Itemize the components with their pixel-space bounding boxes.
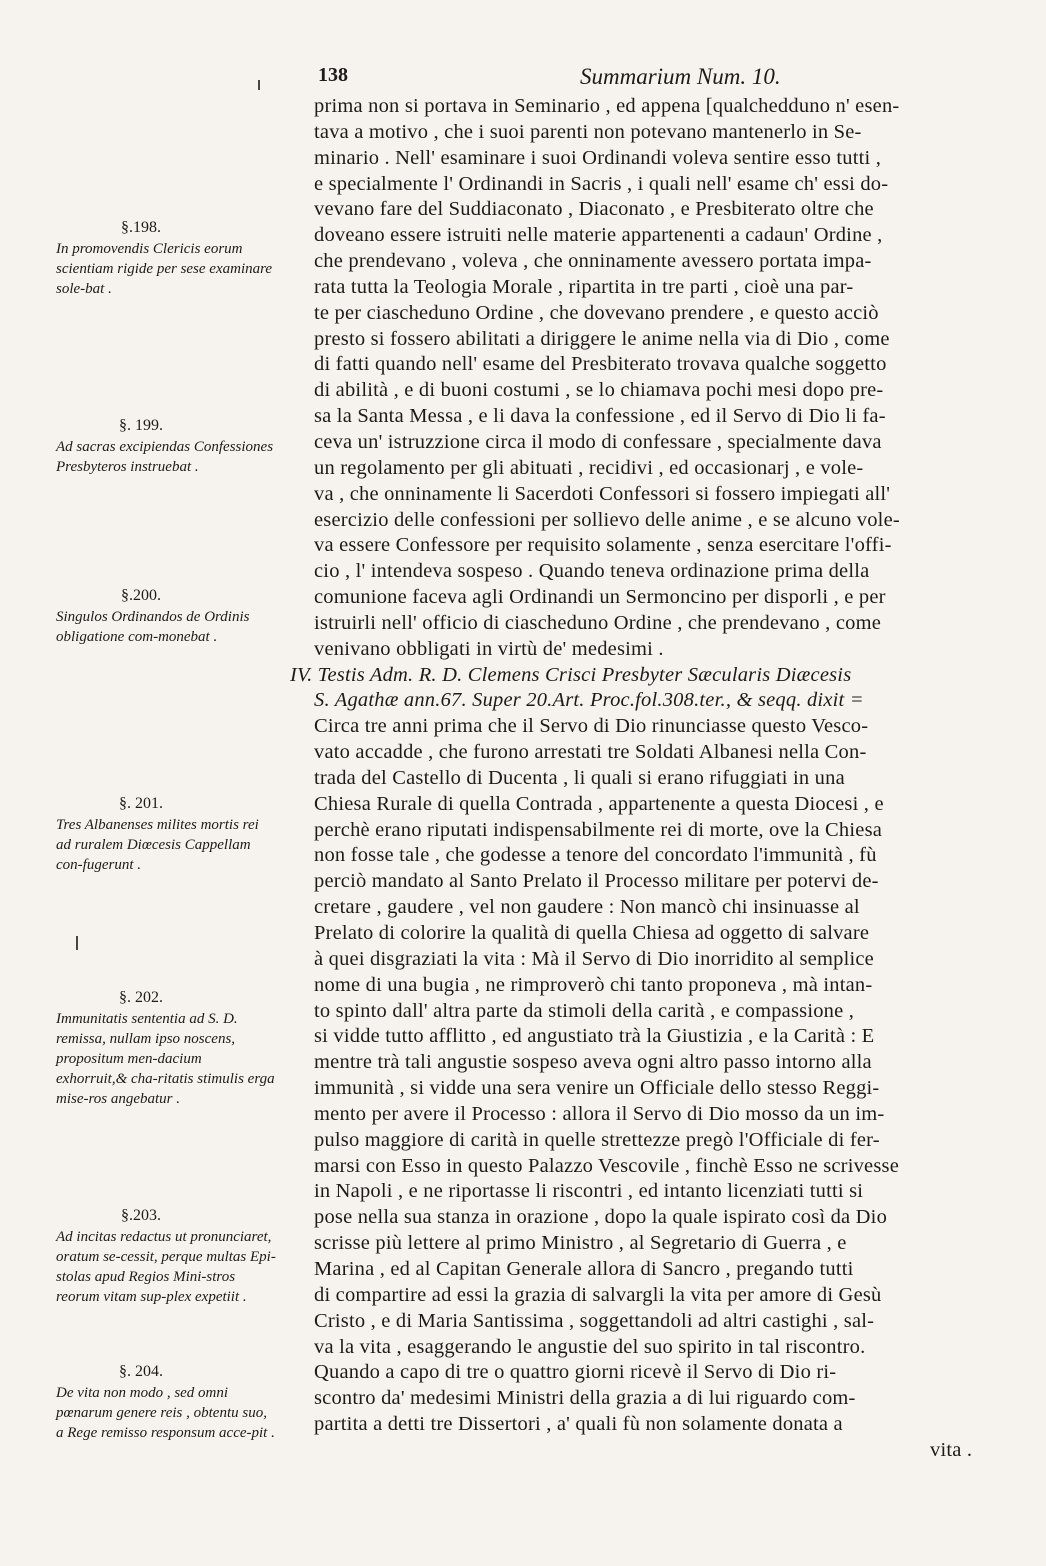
text-line: comunione faceva agli Ordinandi un Sermoncino per disporli , e per (314, 586, 886, 609)
text-line: in Napoli , e ne riportasse li riscontri , ed intanto licenziati tutti si (314, 1180, 864, 1203)
text-line: Circa tre anni prima che il Servo di Dio rinunciasse questo Vesco- (314, 715, 869, 738)
text-line: pose nella sua stanza in orazione , dopo la quale ispirato così da Dio (314, 1206, 888, 1229)
margin-note (56, 218, 286, 299)
text-line: partita a detti tre Dissertori , a' quali fù non solamente donata a (314, 1413, 843, 1436)
text-line: scrisse più lettere al primo Ministro , al Segretario di Guerra , e (314, 1232, 847, 1255)
note-number: §. 199. (119, 417, 163, 434)
text-line: te per ciascheduno Ordine , che dovevano prendere , e questo acciò (314, 301, 879, 324)
text-line: Chiesa Rurale di quella Contrada , appartenente a questa Diocesi , e (314, 792, 884, 815)
text-line: sa la Santa Messa , e li dava la confessione , ed il Servo di Dio li fa- (314, 405, 886, 428)
note-text: In promovendis Clericis eorum scientiam rigide per sese examinare sole-bat . (56, 241, 273, 297)
text-line: tava a motivo , che i suoi parenti non potevano mantenerlo in Se- (314, 120, 862, 143)
note-text: Ad incitas redactus ut pronunciaret, oratum se-cessit, perque multas Epi-stolas apud Regios Mini-stros reorum vitam sup-plex expetiit . (56, 1229, 276, 1305)
catchword: vita . (930, 1438, 973, 1461)
margin-note (56, 586, 286, 647)
text-line: Marina , ed al Capitan Generale allora di Sancro , pregando tutti (314, 1257, 854, 1280)
margin-note (56, 1362, 286, 1443)
margin-note (56, 794, 286, 875)
text-line: pulso maggiore di carità in quelle strettezze pregò l'Officiale di fer- (314, 1128, 880, 1151)
text-line: Cristo , e di Maria Santissima , soggettandoli ad altri castighi , sal- (314, 1309, 875, 1332)
note-text: Immunitatis sententia ad S. D. remissa, nullam ipso noscens, propositum men-dacium exhorruit,& cha-ritatis stimulis erga mise-ros angebatur . (56, 1011, 275, 1107)
text-line: perciò mandato al Santo Prelato il Processo militare per potervi de- (314, 870, 879, 893)
text-line: cretare , gaudere , vel non gaudere : Non mancò chi insinuasse al (314, 896, 860, 919)
text-line: mento per avere il Processo : allora il Servo di Dio mosso da un im- (314, 1102, 885, 1125)
text-line: un regolamento per gli abituati , recidivi , ed occasionarj , e vole- (314, 456, 864, 479)
text-line: va essere Confessore per requisito solamente , senza esercitare l'offi- (314, 534, 892, 557)
note-text: Ad sacras excipiendas Confessiones Presbyteros instruebat . (56, 439, 274, 475)
note-number: §.203. (121, 1207, 161, 1224)
text-line: esercizio delle confessioni per sollievo delle anime , e se alcuno vole- (314, 508, 900, 531)
text-line: ceva un' istruzzione circa il modo di confessare , specialmente dava (314, 430, 882, 453)
text-line: di abilità , e di buoni costumi , se lo chiamava pochi mesi dopo pre- (314, 379, 884, 402)
text-line: istruirli nell' officio di ciascheduno Ordine , che prendevano , come (314, 611, 882, 634)
text-line: Quando a capo di tre o quattro giorni ricevè il Servo di Dio ri- (314, 1361, 837, 1384)
text-line: va la vita , esaggerando le angustie del suo spirito in tal riscontro. (314, 1335, 866, 1358)
text-line: venivano obbligati in virtù de' medesimi . (314, 637, 664, 660)
note-text: De vita non modo , sed omni pœnarum genere reis , obtentu suo, a Rege remisso responsum acce-pit . (56, 1385, 275, 1441)
running-title: Summarium Num. 10. (580, 64, 781, 89)
note-text: Tres Albanenses milites mortis rei ad ruralem Diœcesis Cappellam con-fugerunt . (56, 817, 259, 873)
text-line: di fatti quando nell' esame del Presbiterato trovava qualche soggetto (314, 353, 887, 376)
text-line: immunità , si vidde una sera venire un Officiale dello stesso Reggi- (314, 1077, 880, 1100)
page-number: 138 (318, 64, 348, 86)
text-line: mentre trà tali angustie sospeso aveva ogni altro passo intorno alla (314, 1051, 872, 1074)
text-line: di compartire ad essi la grazia di salvargli la vita per amore di Gesù (314, 1283, 882, 1306)
text-line: Prelato di colorire la qualità di quella Chiesa ad oggetto di salvare (314, 922, 870, 944)
witness-heading-cont: S. Agathæ ann.67. Super 20.Art. Proc.fol.308.ter., & seqq. dixit = (314, 689, 864, 712)
text-line: trada del Castello di Ducenta , li quali si erano rifuggiati in una (314, 766, 845, 789)
text-line: marsi con Esso in questo Palazzo Vescovile , finchè Esso ne scrivesse (314, 1154, 900, 1177)
text-line: nome di una bugia , ne rimproverò chi tanto proponeva , mà intan- (314, 973, 873, 996)
note-number: §. 204. (119, 1363, 163, 1380)
scan-mark (258, 80, 260, 90)
margin-note (56, 1206, 286, 1307)
text-line: va , che onninamente li Sacerdoti Confessori si fossero impiegati all' (314, 482, 891, 505)
text-line: to spinto dall' altra parte da stimoli della carità , e compassione , (314, 999, 855, 1022)
text-line: perchè erano riputati indispensabilmente rei di morte, ove la Chiesa (314, 818, 883, 841)
page-header (318, 64, 1018, 94)
note-number: §. 201. (119, 795, 163, 812)
text-line: rata tutta la Teologia Morale , ripartita in tre parti , cioè una par- (314, 275, 854, 298)
text-line: si vidde tutto afflitto , ed angustiato trà la Giustizia , e la Carità : E (314, 1025, 875, 1048)
text-line: cio , l' intendeva sospeso . Quando teneva ordinazione prima della (314, 560, 870, 583)
text-line: presto si fossero abilitati a diriggere le anime nella via di Dio , come (314, 327, 890, 350)
note-number: §. 202. (119, 989, 163, 1006)
text-line: scontro da' medesimi Ministri della grazia a di lui riguardo com- (314, 1387, 856, 1410)
witness-heading: IV. Testis Adm. R. D. Clemens Crisci Presbyter Sæcularis Diæcesis (290, 663, 852, 686)
text-line: doveano essere istruiti nelle materie appartenenti a cadaun' Ordine , (314, 224, 883, 247)
margin-note (56, 416, 286, 477)
text-line: non fosse tale , che godesse a tenore del concordato l'immunità , fù (314, 844, 877, 867)
text-line: prima non si portava in Seminario , ed appena [qualchedduno n' esen- (314, 95, 900, 117)
text-line: à quei disgraziati la vita : Mà il Servo di Dio inorridito al semplice (314, 947, 874, 970)
scan-mark (76, 936, 78, 950)
text-line: e specialmente l' Ordinandi in Sacris , i quali nell' esame ch' essi do- (314, 172, 889, 195)
text-line: che prendevano , voleva , che onninamente avessero portata impa- (314, 250, 872, 273)
text-line: vevano fare del Suddiaconato , Diaconato , e Presbiterato oltre che (314, 198, 874, 221)
margin-note (56, 988, 286, 1109)
note-number: §.198. (121, 219, 161, 236)
text-line: minario . Nell' esaminare i suoi Ordinandi voleva sentire esso tutti , (314, 146, 882, 169)
note-number: §.200. (121, 587, 161, 604)
text-line: vato accadde , che furono arrestati tre Soldati Albanesi nella Con- (314, 741, 867, 764)
body-text (290, 94, 1020, 1464)
note-text: Singulos Ordinandos de Ordinis obligatione com-monebat . (56, 609, 250, 645)
